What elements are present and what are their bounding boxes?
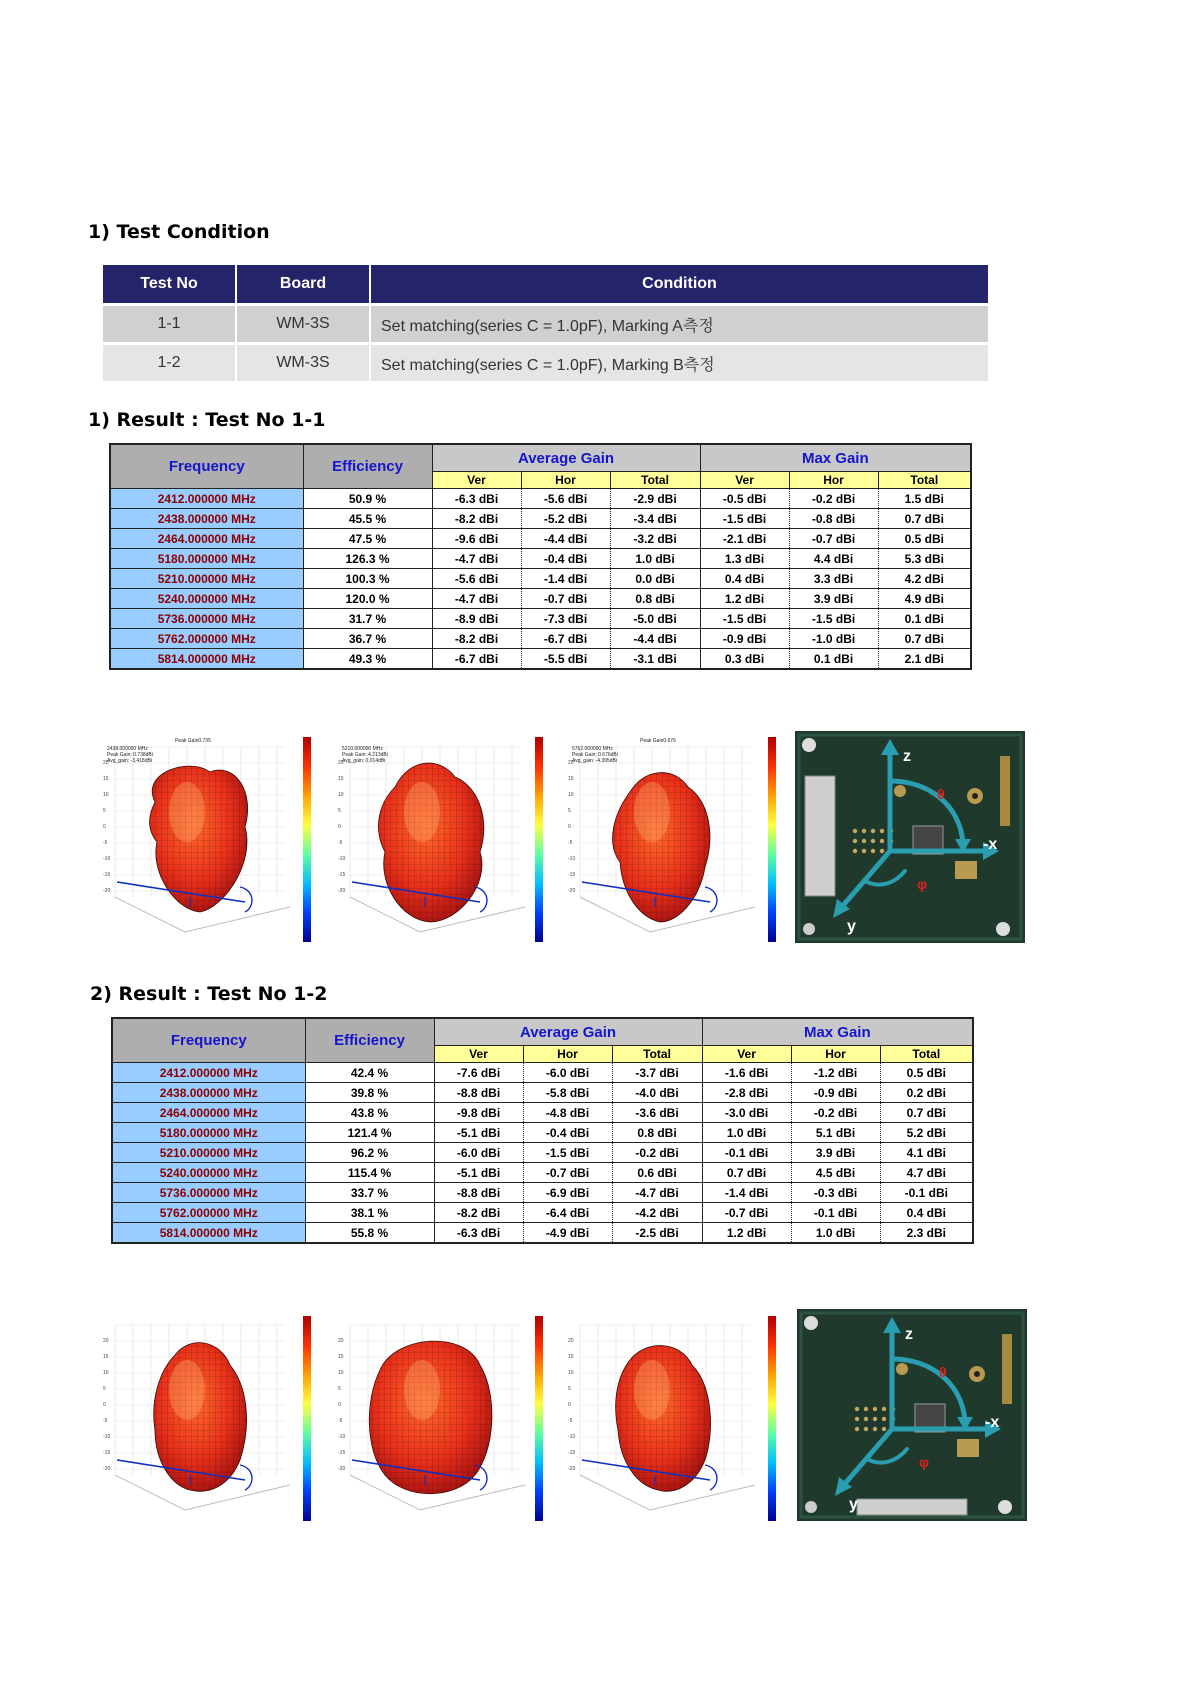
max-gain-header: Max Gain <box>700 444 971 472</box>
max-total-cell: 5.2 dBi <box>880 1123 973 1143</box>
max-ver-cell: -0.5 dBi <box>700 489 789 509</box>
frequency-cell: 5762.000000 MHz <box>112 1203 305 1223</box>
avg-total-cell: -4.0 dBi <box>612 1083 702 1103</box>
avg-ver-cell: -4.7 dBi <box>432 549 521 569</box>
frequency-cell: 2412.000000 MHz <box>110 489 303 509</box>
max-hor-cell: -0.3 dBi <box>791 1183 880 1203</box>
max-ver-cell: 1.3 dBi <box>700 549 789 569</box>
table-row <box>110 569 971 589</box>
avg-ver-cell: -5.1 dBi <box>434 1163 523 1183</box>
svg-text:10: 10 <box>338 1370 344 1376</box>
svg-text:15: 15 <box>103 1354 109 1360</box>
avg-ver-cell: -8.8 dBi <box>434 1083 523 1103</box>
max-ver-cell: -3.0 dBi <box>702 1103 791 1123</box>
avg-ver-cell: -9.8 dBi <box>434 1103 523 1123</box>
frequency-cell: 2464.000000 MHz <box>112 1103 305 1123</box>
test-condition-table <box>103 265 988 381</box>
avg-total-cell: 0.8 dBi <box>610 589 700 609</box>
hor-header: Hor <box>521 472 610 489</box>
svg-text:5: 5 <box>103 1386 106 1392</box>
max-ver-cell: 1.2 dBi <box>700 589 789 609</box>
cell-test-no: 1-1 <box>103 303 237 342</box>
svg-text:0: 0 <box>338 1402 341 1408</box>
max-hor-cell: -0.7 dBi <box>789 529 878 549</box>
plot-info-text: Avg_gain: -3.418dBi <box>107 758 152 764</box>
total-header: Total <box>610 472 700 489</box>
table-row <box>112 1163 973 1183</box>
cell-condition: Set matching(series C = 1.0pF), Marking A측정 <box>371 303 988 342</box>
svg-text:15: 15 <box>568 776 574 782</box>
svg-text:10: 10 <box>568 792 574 798</box>
avg-ver-cell: -6.3 dBi <box>434 1223 523 1244</box>
radiation-pattern-plot <box>330 732 530 947</box>
radiation-pattern-plot <box>95 1310 295 1525</box>
y-axis-label: y <box>847 918 856 935</box>
max-ver-cell: 0.3 dBi <box>700 649 789 670</box>
phi-label: φ <box>919 1454 930 1470</box>
svg-text:-10: -10 <box>103 1434 111 1440</box>
svg-text:0: 0 <box>103 824 106 830</box>
svg-text:0: 0 <box>103 1402 106 1408</box>
frequency-cell: 2438.000000 MHz <box>110 509 303 529</box>
svg-text:-5: -5 <box>338 1418 343 1424</box>
avg-hor-cell: -5.6 dBi <box>521 489 610 509</box>
max-total-cell: 1.5 dBi <box>878 489 971 509</box>
table-row <box>110 589 971 609</box>
avg-hor-cell: -0.7 dBi <box>521 589 610 609</box>
efficiency-cell: 126.3 % <box>303 549 432 569</box>
frequency-cell: 5210.000000 MHz <box>112 1143 305 1163</box>
efficiency-cell: 33.7 % <box>305 1183 434 1203</box>
result2-table <box>111 1017 974 1244</box>
plot-info-text: Peak Gain: 4.213dBi <box>342 752 388 758</box>
svg-text:-5: -5 <box>103 1418 108 1424</box>
avg-hor-cell: -6.7 dBi <box>521 629 610 649</box>
table-row <box>110 649 971 670</box>
ver-header: Ver <box>702 1046 791 1063</box>
max-hor-cell: -0.2 dBi <box>789 489 878 509</box>
max-ver-cell: -0.9 dBi <box>700 629 789 649</box>
efficiency-cell: 115.4 % <box>305 1163 434 1183</box>
result2-heading: 2) Result : Test No 1-2 <box>90 983 328 1005</box>
avg-total-cell: -3.7 dBi <box>612 1063 702 1083</box>
svg-text:20: 20 <box>103 1338 109 1344</box>
result1-heading: 1) Result : Test No 1-1 <box>88 409 326 431</box>
max-ver-cell: -0.1 dBi <box>702 1143 791 1163</box>
svg-text:20: 20 <box>338 1338 344 1344</box>
svg-text:10: 10 <box>103 792 109 798</box>
avg-total-cell: -0.2 dBi <box>612 1143 702 1163</box>
hor-header: Hor <box>789 472 878 489</box>
avg-hor-cell: -4.8 dBi <box>523 1103 612 1123</box>
table-row <box>112 1123 973 1143</box>
svg-text:15: 15 <box>568 1354 574 1360</box>
avg-total-cell: -3.2 dBi <box>610 529 700 549</box>
svg-text:-20: -20 <box>338 888 346 894</box>
efficiency-cell: 120.0 % <box>303 589 432 609</box>
avg-hor-cell: -0.4 dBi <box>521 549 610 569</box>
svg-text:15: 15 <box>338 1354 344 1360</box>
z-axis-label: z <box>903 748 911 765</box>
plot-info-text: Peak Gain: 0.738dBi <box>107 752 153 758</box>
max-hor-cell: 4.4 dBi <box>789 549 878 569</box>
max-hor-cell: -1.5 dBi <box>789 609 878 629</box>
table-row <box>112 1203 973 1223</box>
cell-board: WM-3S <box>237 303 371 342</box>
avg-total-cell: -4.4 dBi <box>610 629 700 649</box>
efficiency-cell: 49.3 % <box>303 649 432 670</box>
max-total-cell: 2.1 dBi <box>878 649 971 670</box>
avg-hor-cell: -6.0 dBi <box>523 1063 612 1083</box>
colorbar <box>303 1316 311 1521</box>
svg-text:20: 20 <box>338 760 344 766</box>
frequency-cell: 5814.000000 MHz <box>110 649 303 670</box>
total-header: Total <box>612 1046 702 1063</box>
avg-ver-cell: -8.2 dBi <box>434 1203 523 1223</box>
svg-text:-10: -10 <box>568 1434 576 1440</box>
max-total-cell: 4.9 dBi <box>878 589 971 609</box>
efficiency-cell: 42.4 % <box>305 1063 434 1083</box>
max-ver-cell: 1.0 dBi <box>702 1123 791 1143</box>
svg-text:-20: -20 <box>103 1466 111 1472</box>
x-axis-label: -x <box>985 1414 1000 1431</box>
max-gain-header: Max Gain <box>702 1018 973 1046</box>
efficiency-cell: 47.5 % <box>303 529 432 549</box>
svg-text:-20: -20 <box>338 1466 346 1472</box>
avg-ver-cell: -7.6 dBi <box>434 1063 523 1083</box>
max-total-cell: 0.7 dBi <box>878 629 971 649</box>
avg-hor-cell: -1.5 dBi <box>523 1143 612 1163</box>
max-hor-cell: 1.0 dBi <box>791 1223 880 1244</box>
plot-info-text: Avg_gain: 0.014dBi <box>342 758 386 764</box>
max-hor-cell: -0.1 dBi <box>791 1203 880 1223</box>
col-test-no: Test No <box>103 265 237 303</box>
avg-ver-cell: -6.3 dBi <box>432 489 521 509</box>
avg-hor-cell: -1.4 dBi <box>521 569 610 589</box>
colorbar <box>535 737 543 942</box>
avg-hor-cell: -5.5 dBi <box>521 649 610 670</box>
frequency-cell: 5240.000000 MHz <box>112 1163 305 1183</box>
max-hor-cell: -0.8 dBi <box>789 509 878 529</box>
svg-text:-10: -10 <box>338 1434 346 1440</box>
svg-text:-15: -15 <box>103 1450 111 1456</box>
plot-info-text: 5210.000000 MHz <box>342 746 383 752</box>
svg-text:5: 5 <box>338 808 341 814</box>
y-axis-label: y <box>849 1496 858 1513</box>
max-ver-cell: -0.7 dBi <box>702 1203 791 1223</box>
phi-label: φ <box>917 876 928 892</box>
max-hor-cell: -1.0 dBi <box>789 629 878 649</box>
table-row <box>110 489 971 509</box>
max-total-cell: 0.2 dBi <box>880 1083 973 1103</box>
frequency-cell: 5210.000000 MHz <box>110 569 303 589</box>
svg-text:-5: -5 <box>338 840 343 846</box>
hor-header: Hor <box>523 1046 612 1063</box>
avg-ver-cell: -5.1 dBi <box>434 1123 523 1143</box>
cell-condition: Set matching(series C = 1.0pF), Marking B측정 <box>371 342 988 381</box>
svg-text:-10: -10 <box>568 856 576 862</box>
max-hor-cell: 3.9 dBi <box>791 1143 880 1163</box>
avg-hor-cell: -7.3 dBi <box>521 609 610 629</box>
svg-text:-15: -15 <box>338 872 346 878</box>
max-hor-cell: -1.2 dBi <box>791 1063 880 1083</box>
plot-peak-label: Peak Gain0.676 <box>640 738 676 744</box>
average-gain-header: Average Gain <box>432 444 700 472</box>
svg-text:-15: -15 <box>568 872 576 878</box>
avg-ver-cell: -8.9 dBi <box>432 609 521 629</box>
table-row <box>110 529 971 549</box>
svg-text:-5: -5 <box>103 840 108 846</box>
max-total-cell: 0.7 dBi <box>878 509 971 529</box>
efficiency-cell: 45.5 % <box>303 509 432 529</box>
avg-total-cell: 0.0 dBi <box>610 569 700 589</box>
max-hor-cell: 4.5 dBi <box>791 1163 880 1183</box>
svg-text:10: 10 <box>103 1370 109 1376</box>
pcb-axis-photo <box>797 1309 1027 1521</box>
max-ver-cell: -2.8 dBi <box>702 1083 791 1103</box>
svg-text:-10: -10 <box>103 856 111 862</box>
ver-header: Ver <box>700 472 789 489</box>
svg-text:20: 20 <box>568 760 574 766</box>
avg-hor-cell: -6.9 dBi <box>523 1183 612 1203</box>
table-row <box>112 1103 973 1123</box>
avg-total-cell: -2.9 dBi <box>610 489 700 509</box>
max-ver-cell: -1.5 dBi <box>700 509 789 529</box>
max-total-cell: 4.1 dBi <box>880 1143 973 1163</box>
efficiency-cell: 121.4 % <box>305 1123 434 1143</box>
avg-hor-cell: -5.2 dBi <box>521 509 610 529</box>
svg-text:-20: -20 <box>103 888 111 894</box>
avg-ver-cell: -5.6 dBi <box>432 569 521 589</box>
max-total-cell: 0.4 dBi <box>880 1203 973 1223</box>
avg-hor-cell: -6.4 dBi <box>523 1203 612 1223</box>
avg-hor-cell: -0.7 dBi <box>523 1163 612 1183</box>
max-total-cell: 0.7 dBi <box>880 1103 973 1123</box>
avg-total-cell: 1.0 dBi <box>610 549 700 569</box>
svg-text:-5: -5 <box>568 840 573 846</box>
svg-text:0: 0 <box>568 1402 571 1408</box>
avg-ver-cell: -8.2 dBi <box>432 509 521 529</box>
plot-info-text: Peak Gain: 0.676dBi <box>572 752 618 758</box>
table-row <box>112 1063 973 1083</box>
svg-text:-15: -15 <box>338 1450 346 1456</box>
svg-text:15: 15 <box>338 776 344 782</box>
max-total-cell: 0.5 dBi <box>878 529 971 549</box>
avg-ver-cell: -8.2 dBi <box>432 629 521 649</box>
svg-text:15: 15 <box>103 776 109 782</box>
max-hor-cell: 5.1 dBi <box>791 1123 880 1143</box>
total-header: Total <box>880 1046 973 1063</box>
svg-text:-10: -10 <box>338 856 346 862</box>
avg-total-cell: -4.2 dBi <box>612 1203 702 1223</box>
table-row <box>110 629 971 649</box>
colorbar <box>768 1316 776 1521</box>
average-gain-header: Average Gain <box>434 1018 702 1046</box>
test-condition-heading: 1) Test Condition <box>88 221 270 243</box>
plot-info-text: 2438.000000 MHz <box>107 746 148 752</box>
avg-total-cell: -3.4 dBi <box>610 509 700 529</box>
avg-ver-cell: -6.0 dBi <box>434 1143 523 1163</box>
avg-ver-cell: -9.6 dBi <box>432 529 521 549</box>
svg-text:-15: -15 <box>103 872 111 878</box>
svg-text:-20: -20 <box>568 888 576 894</box>
table-row <box>103 342 988 381</box>
radiation-pattern-plot <box>330 1310 530 1525</box>
x-axis-label: -x <box>983 836 998 853</box>
svg-text:5: 5 <box>103 808 106 814</box>
colorbar <box>303 737 311 942</box>
ver-header: Ver <box>432 472 521 489</box>
hor-header: Hor <box>791 1046 880 1063</box>
efficiency-cell: 96.2 % <box>305 1143 434 1163</box>
max-ver-cell: -1.5 dBi <box>700 609 789 629</box>
max-ver-cell: 0.7 dBi <box>702 1163 791 1183</box>
table-row <box>103 303 988 342</box>
cell-board: WM-3S <box>237 342 371 381</box>
svg-text:10: 10 <box>568 1370 574 1376</box>
efficiency-cell: 39.8 % <box>305 1083 434 1103</box>
cell-test-no: 1-2 <box>103 342 237 381</box>
avg-total-cell: 0.6 dBi <box>612 1163 702 1183</box>
svg-text:-20: -20 <box>568 1466 576 1472</box>
efficiency-cell: 50.9 % <box>303 489 432 509</box>
max-ver-cell: -1.4 dBi <box>702 1183 791 1203</box>
theta-label: θ <box>939 1364 947 1380</box>
max-total-cell: 0.5 dBi <box>880 1063 973 1083</box>
svg-text:-5: -5 <box>568 1418 573 1424</box>
avg-ver-cell: -4.7 dBi <box>432 589 521 609</box>
max-total-cell: 0.1 dBi <box>878 609 971 629</box>
table-row <box>112 1223 973 1244</box>
plot-peak-label: Peak Gain0.735 <box>175 738 211 744</box>
max-ver-cell: -1.6 dBi <box>702 1063 791 1083</box>
avg-hor-cell: -0.4 dBi <box>523 1123 612 1143</box>
svg-text:0: 0 <box>338 824 341 830</box>
max-total-cell: 4.2 dBi <box>878 569 971 589</box>
avg-total-cell: 0.8 dBi <box>612 1123 702 1143</box>
frequency-header: Frequency <box>112 1018 305 1063</box>
frequency-cell: 5180.000000 MHz <box>110 549 303 569</box>
col-condition: Condition <box>371 265 988 303</box>
avg-total-cell: -2.5 dBi <box>612 1223 702 1244</box>
frequency-header: Frequency <box>110 444 303 489</box>
max-ver-cell: -2.1 dBi <box>700 529 789 549</box>
svg-text:20: 20 <box>103 760 109 766</box>
svg-text:20: 20 <box>568 1338 574 1344</box>
svg-text:10: 10 <box>338 792 344 798</box>
avg-total-cell: -3.6 dBi <box>612 1103 702 1123</box>
svg-text:0: 0 <box>568 824 571 830</box>
max-ver-cell: 1.2 dBi <box>702 1223 791 1244</box>
avg-hor-cell: -5.8 dBi <box>523 1083 612 1103</box>
result1-table <box>109 443 972 670</box>
frequency-cell: 5762.000000 MHz <box>110 629 303 649</box>
max-total-cell: 2.3 dBi <box>880 1223 973 1244</box>
plot-info-text: 5762.000000 MHz <box>572 746 613 752</box>
radiation-pattern-plot <box>95 732 295 947</box>
table-row <box>112 1183 973 1203</box>
radiation-pattern-plot <box>560 732 760 947</box>
avg-total-cell: -4.7 dBi <box>612 1183 702 1203</box>
efficiency-cell: 38.1 % <box>305 1203 434 1223</box>
svg-text:-15: -15 <box>568 1450 576 1456</box>
col-board: Board <box>237 265 371 303</box>
colorbar <box>535 1316 543 1521</box>
max-total-cell: 5.3 dBi <box>878 549 971 569</box>
efficiency-cell: 36.7 % <box>303 629 432 649</box>
avg-hor-cell: -4.4 dBi <box>521 529 610 549</box>
ver-header: Ver <box>434 1046 523 1063</box>
plot-info-text: Avg_gain: -4.395dBi <box>572 758 617 764</box>
efficiency-header: Efficiency <box>303 444 432 489</box>
z-axis-label: z <box>905 1326 913 1343</box>
max-total-cell: 4.7 dBi <box>880 1163 973 1183</box>
table-row <box>112 1083 973 1103</box>
frequency-cell: 2412.000000 MHz <box>112 1063 305 1083</box>
avg-total-cell: -5.0 dBi <box>610 609 700 629</box>
max-hor-cell: -0.9 dBi <box>791 1083 880 1103</box>
efficiency-cell: 31.7 % <box>303 609 432 629</box>
max-hor-cell: 3.3 dBi <box>789 569 878 589</box>
theta-label: θ <box>937 786 945 802</box>
frequency-cell: 2464.000000 MHz <box>110 529 303 549</box>
radiation-pattern-plot <box>560 1310 760 1525</box>
avg-hor-cell: -4.9 dBi <box>523 1223 612 1244</box>
svg-text:5: 5 <box>568 1386 571 1392</box>
table-row <box>110 509 971 529</box>
frequency-cell: 5180.000000 MHz <box>112 1123 305 1143</box>
avg-total-cell: -3.1 dBi <box>610 649 700 670</box>
efficiency-cell: 55.8 % <box>305 1223 434 1244</box>
table-row <box>112 1143 973 1163</box>
frequency-cell: 5736.000000 MHz <box>110 609 303 629</box>
max-total-cell: -0.1 dBi <box>880 1183 973 1203</box>
frequency-cell: 5736.000000 MHz <box>112 1183 305 1203</box>
table-row <box>110 549 971 569</box>
svg-text:5: 5 <box>568 808 571 814</box>
total-header: Total <box>878 472 971 489</box>
efficiency-cell: 100.3 % <box>303 569 432 589</box>
avg-ver-cell: -6.7 dBi <box>432 649 521 670</box>
max-hor-cell: 3.9 dBi <box>789 589 878 609</box>
max-hor-cell: 0.1 dBi <box>789 649 878 670</box>
avg-ver-cell: -8.8 dBi <box>434 1183 523 1203</box>
max-hor-cell: -0.2 dBi <box>791 1103 880 1123</box>
frequency-cell: 5814.000000 MHz <box>112 1223 305 1244</box>
table-row <box>110 609 971 629</box>
frequency-cell: 5240.000000 MHz <box>110 589 303 609</box>
efficiency-cell: 43.8 % <box>305 1103 434 1123</box>
pcb-axis-photo <box>795 731 1025 943</box>
efficiency-header: Efficiency <box>305 1018 434 1063</box>
svg-text:5: 5 <box>338 1386 341 1392</box>
max-ver-cell: 0.4 dBi <box>700 569 789 589</box>
frequency-cell: 2438.000000 MHz <box>112 1083 305 1103</box>
colorbar <box>768 737 776 942</box>
